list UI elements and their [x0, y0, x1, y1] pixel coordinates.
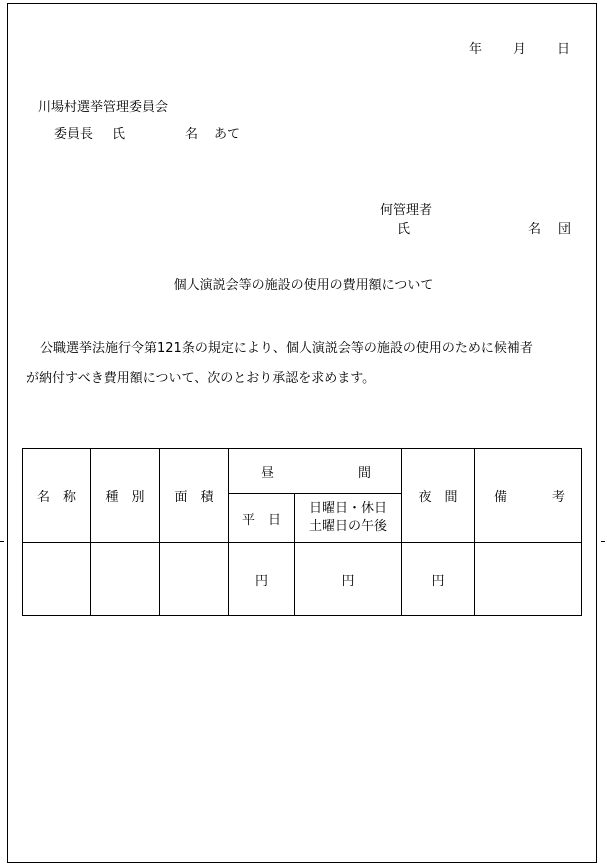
- document-title: 個人演説会等の施設の使用の費用額について: [173, 278, 434, 293]
- header-area: 面 積: [160, 449, 229, 543]
- margin-tick-left: [0, 541, 4, 542]
- cost-table: [22, 448, 582, 616]
- header-name: 名 称: [23, 449, 91, 543]
- header-holiday: [295, 494, 402, 543]
- cell-remarks: [475, 543, 582, 616]
- addressee: 川場村選挙管理委員会: [38, 100, 169, 115]
- header-remarks: [475, 449, 582, 543]
- cell-night: 円: [402, 543, 475, 616]
- manager-mei: 名: [528, 222, 542, 237]
- header-night: 夜 間: [402, 449, 475, 543]
- margin-tick-right: [601, 541, 605, 542]
- chair-ate: あて: [214, 127, 241, 142]
- cell-holiday: 円: [295, 543, 402, 616]
- header-daytime: [229, 449, 402, 494]
- manager-shi: 氏: [397, 222, 411, 237]
- cell-name: [23, 543, 91, 616]
- body-line-2: が納付すべき費用額について、次のとおり承認を求めます。: [26, 371, 376, 386]
- header-type: 種 別: [91, 449, 160, 543]
- chair-mei: 名: [185, 127, 199, 142]
- date-year: 年: [469, 42, 483, 57]
- header-holiday-line-1: 日曜日・休日: [308, 501, 387, 516]
- header-remarks-left: 備: [494, 490, 508, 505]
- body-line-1: 公職選挙法施行令第121条の規定により、個人演説会等の施設の使用のために候補者: [40, 341, 533, 356]
- cell-type: [91, 543, 160, 616]
- body-text: [26, 334, 591, 394]
- header-daytime-right: 間: [357, 465, 371, 481]
- date-month: 月: [513, 42, 527, 57]
- manager-label: 何管理者: [380, 203, 433, 218]
- table-row: [23, 543, 582, 616]
- cell-area: [160, 543, 229, 616]
- header-holiday-line-2: 土曜日の午後: [308, 519, 387, 534]
- chair-shi: 氏: [112, 127, 126, 142]
- header-weekday: 平 日: [229, 494, 295, 543]
- cell-weekday: 円: [229, 543, 295, 616]
- chair-title: 委員長: [54, 127, 94, 142]
- date-day: 日: [557, 42, 571, 57]
- header-daytime-left: 昼: [261, 465, 275, 481]
- document-frame: [7, 3, 597, 863]
- manager-seal: 団: [558, 222, 572, 237]
- header-remarks-right: 考: [551, 490, 565, 505]
